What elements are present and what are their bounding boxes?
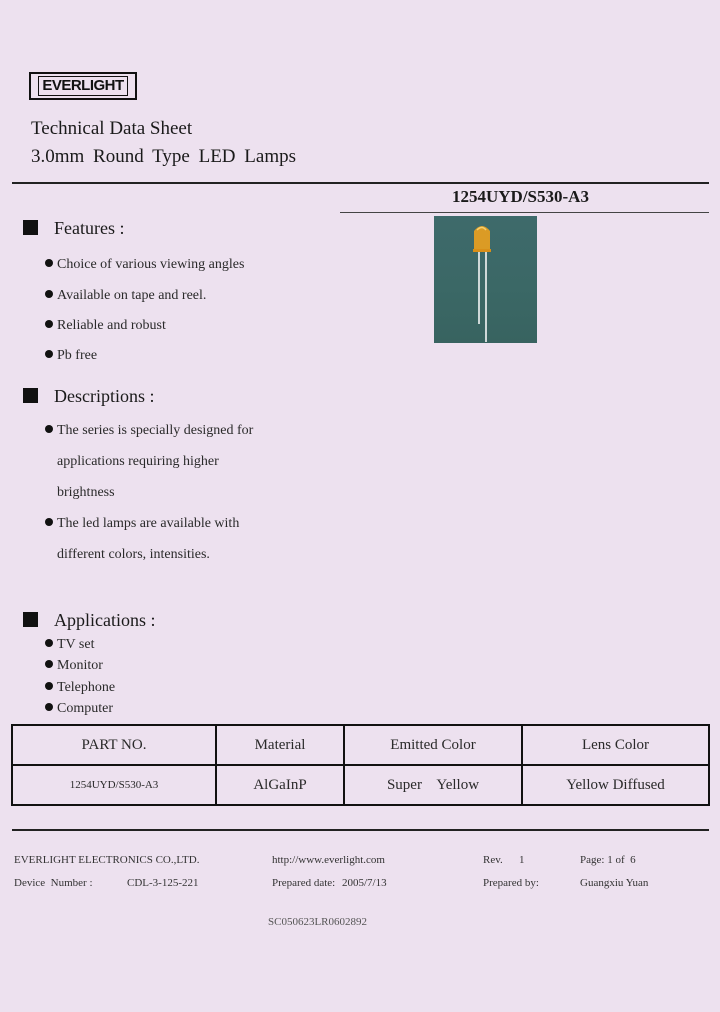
bullet-dot-icon	[45, 660, 53, 668]
application-text: Computer	[57, 701, 113, 716]
footer-device-value: CDL-3-125-221	[127, 877, 199, 889]
description-item	[45, 516, 239, 532]
logo-text: EVERLIGHT	[38, 76, 127, 96]
footer-rev-label: Rev.	[483, 854, 503, 866]
table-cell-part-no: 1254UYD/S530-A3	[12, 765, 216, 805]
footer-company: EVERLIGHT ELECTRONICS CO.,LTD.	[14, 854, 200, 866]
descriptions-heading-label: Descriptions :	[54, 386, 155, 406]
parts-table	[11, 724, 710, 806]
feature-text: Available on tape and reel.	[57, 288, 207, 303]
feature-item	[45, 288, 206, 304]
features-heading-label: Features :	[54, 218, 125, 238]
description-text: The series is specially designed for	[57, 423, 254, 438]
bullet-dot-icon	[45, 259, 53, 267]
application-item	[45, 701, 113, 717]
feature-text: Pb free	[57, 348, 98, 363]
descriptions-heading	[23, 386, 155, 407]
led-lamp-icon	[434, 216, 537, 343]
led-product-photo	[434, 216, 537, 343]
table-row	[12, 765, 709, 805]
document-title: Technical Data Sheet	[31, 118, 193, 139]
feature-item	[45, 257, 244, 273]
applications-heading	[23, 610, 156, 631]
footer-page: Page: 1 of 6	[580, 854, 636, 866]
description-continuation: brightness	[57, 485, 115, 500]
bullet-dot-icon	[45, 290, 53, 298]
feature-item	[45, 348, 97, 364]
application-text: TV set	[57, 637, 95, 652]
description-text: The led lamps are available with	[57, 516, 240, 531]
footer-device-label: Device Number :	[14, 877, 93, 889]
bullet-dot-icon	[45, 639, 53, 647]
bullet-dot-icon	[45, 320, 53, 328]
section-square-icon	[23, 220, 38, 235]
part-number: 1254UYD/S530-A3	[452, 187, 589, 206]
footer-rule	[12, 829, 709, 831]
footer-rev-value: 1	[519, 854, 525, 866]
document-subtitle: 3.0mm Round Type LED Lamps	[31, 146, 296, 167]
application-item	[45, 658, 103, 674]
bullet-dot-icon	[45, 350, 53, 358]
section-square-icon	[23, 612, 38, 627]
bullet-dot-icon	[45, 518, 53, 526]
application-item	[45, 637, 94, 653]
applications-heading-label: Applications :	[54, 610, 156, 630]
application-text: Telephone	[57, 680, 116, 695]
bullet-dot-icon	[45, 703, 53, 711]
document-code: SC050623LR0602892	[268, 916, 368, 928]
bullet-dot-icon	[45, 682, 53, 690]
features-heading	[23, 218, 124, 239]
everlight-logo	[29, 72, 137, 100]
feature-text: Reliable and robust	[57, 318, 166, 333]
application-item	[45, 680, 115, 696]
table-header-cell: Lens Color	[522, 725, 709, 765]
footer-url-link[interactable]: http://www.everlight.com	[272, 854, 385, 866]
footer-prepared-by-value: Guangxiu Yuan	[580, 877, 649, 889]
description-continuation: applications requiring higher	[57, 454, 219, 469]
feature-text: Choice of various viewing angles	[57, 257, 245, 272]
description-item	[45, 423, 253, 439]
table-header-row	[12, 725, 709, 765]
footer-prepared-date-label: Prepared date:	[272, 877, 336, 889]
table-header-cell: Material	[216, 725, 344, 765]
table-header-cell: Emitted Color	[344, 725, 522, 765]
footer-prepared-date-value: 2005/7/13	[342, 877, 387, 889]
application-text: Monitor	[57, 658, 103, 673]
bullet-dot-icon	[45, 425, 53, 433]
table-header-cell: PART NO.	[12, 725, 216, 765]
section-square-icon	[23, 388, 38, 403]
description-continuation: different colors, intensities.	[57, 547, 210, 562]
header-rule	[12, 182, 709, 184]
table-cell-lens-color: Yellow Diffused	[522, 765, 709, 805]
table-cell-material: AlGaInP	[216, 765, 344, 805]
table-cell-emitted-color: Super Yellow	[344, 765, 522, 805]
feature-item	[45, 318, 166, 334]
footer-prepared-by-label: Prepared by:	[483, 877, 539, 889]
part-number-rule	[340, 212, 709, 213]
